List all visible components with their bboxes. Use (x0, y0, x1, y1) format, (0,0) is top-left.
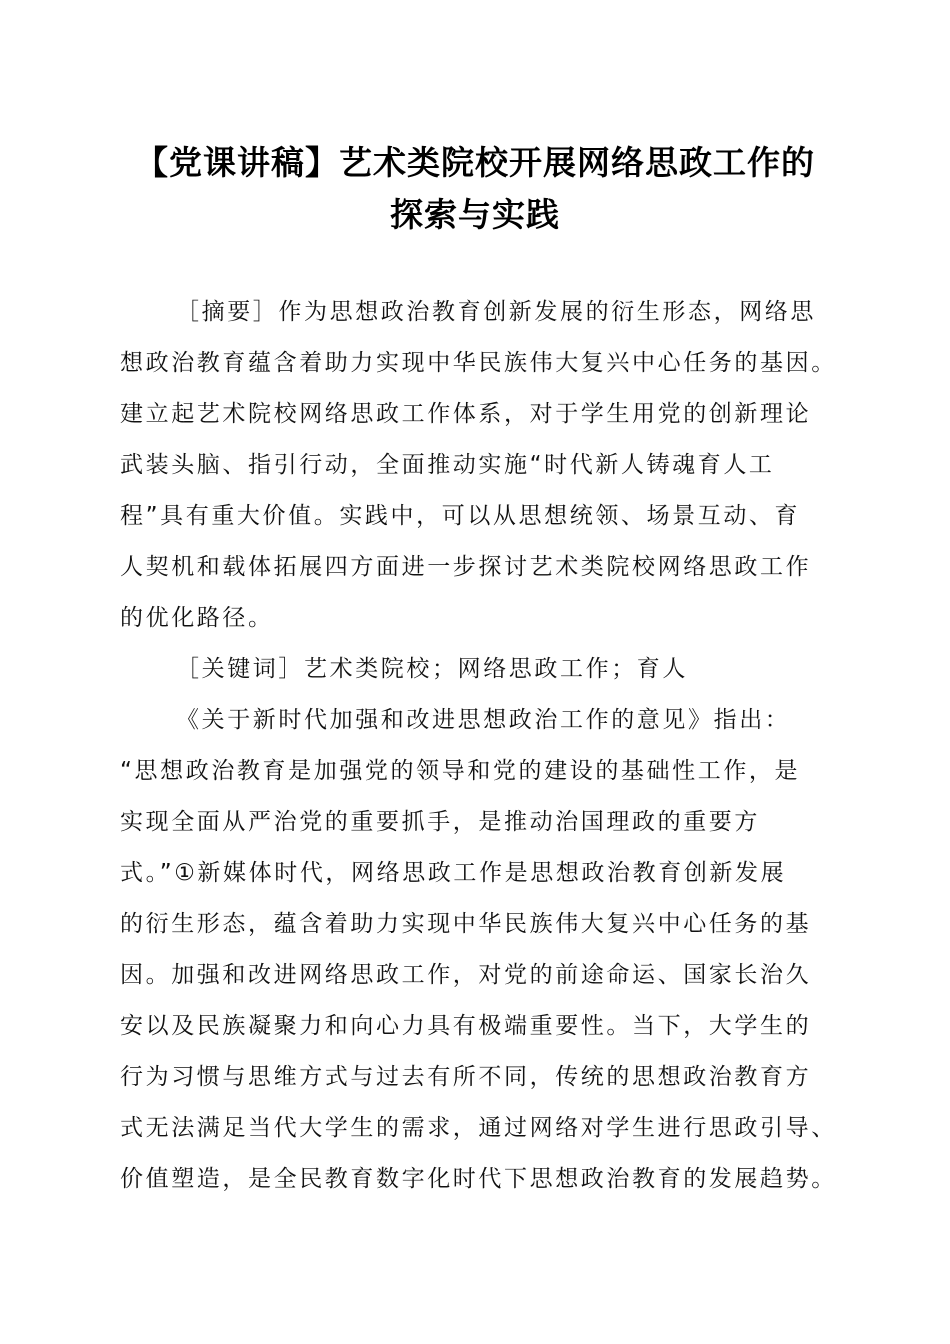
keywords-line: ［关键词］艺术类院校；网络思政工作；育人 (176, 656, 688, 682)
paragraph-line: 《关于新时代加强和改进思想政治工作的意见》指出： (176, 707, 791, 733)
document-title-line-1: 【党课讲稿】艺术类院校开展网络思政工作的 (135, 143, 815, 182)
paragraph-line: 行为习惯与思维方式与过去有所不同，传统的思想政治教育方 (120, 1064, 812, 1090)
paragraph-line: “思想政治教育是加强党的领导和党的建设的基础性工作，是 (120, 758, 801, 784)
document-body (120, 287, 840, 1205)
abstract-line: ［摘要］作为思想政治教育创新发展的衍生形态，网络思 (176, 299, 816, 325)
abstract-line: 武装头脑、指引行动，全面推动实施“时代新人铸魂育人工 (120, 452, 775, 478)
paragraph-line: 式无法满足当代大学生的需求，通过网络对学生进行思政引导、 (120, 1115, 837, 1141)
abstract-line: 的优化路径。 (120, 605, 274, 631)
paragraph-line: 安以及民族凝聚力和向心力具有极端重要性。当下，大学生的 (120, 1013, 812, 1039)
paragraph-line: 实现全面从严治党的重要抓手，是推动治国理政的重要方 (120, 809, 760, 835)
paragraph-line: 因。加强和改进网络思政工作，对党的前途命运、国家长治久 (120, 962, 812, 988)
abstract-line: 建立起艺术院校网络思政工作体系，对于学生用党的创新理论 (120, 401, 812, 427)
abstract-line: 人契机和载体拓展四方面进一步探讨艺术类院校网络思政工作 (120, 554, 812, 580)
abstract-line: 想政治教育蕴含着助力实现中华民族伟大复兴中心任务的基因。 (120, 350, 837, 376)
paragraph-line: 价值塑造，是全民教育数字化时代下思想政治教育的发展趋势。 (120, 1166, 837, 1192)
paragraph-line: 式。”①新媒体时代，网络思政工作是思想政治教育创新发展 (120, 860, 787, 886)
abstract-line: 程”具有重大价值。实践中，可以从思想统领、场景互动、育 (120, 503, 801, 529)
paragraph-line: 的衍生形态，蕴含着助力实现中华民族伟大复兴中心任务的基 (120, 911, 812, 937)
document-title-line-2: 探索与实践 (390, 195, 560, 234)
